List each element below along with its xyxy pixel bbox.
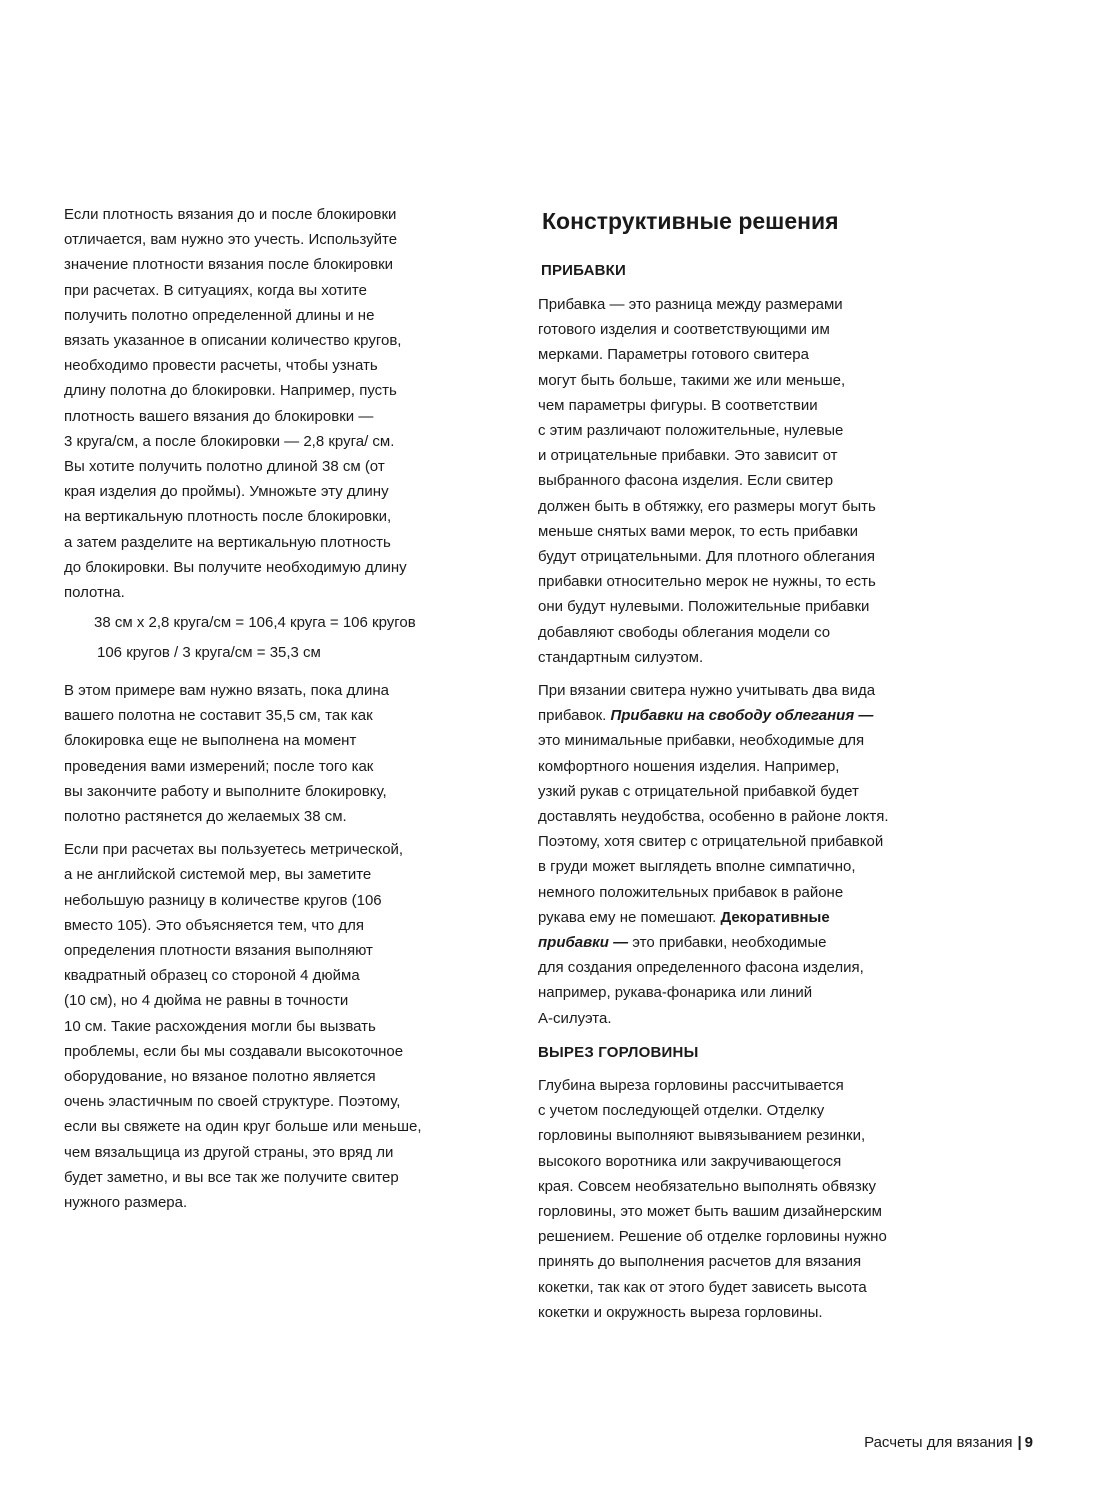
- text-line: проведения вами измерений; после того как: [64, 757, 374, 775]
- text-line: чем вязальщица из другой страны, это вряд ли: [64, 1143, 394, 1161]
- text-line: вместо 105). Это объясняется тем, что для: [64, 916, 365, 934]
- paragraph-blocking-intro: [64, 202, 448, 605]
- text-line: 3 круга/см, а после блокировки — 2,8 круга/ см.: [64, 432, 395, 450]
- text-span: прибавок.: [538, 707, 611, 725]
- text-line: края изделия до проймы). Умножьте эту длину: [64, 483, 389, 501]
- text-line: выбранного фасона изделия. Если свитер: [538, 472, 834, 490]
- text-line: горловины выполняют вывязыванием резинки,: [538, 1127, 866, 1145]
- text-line: в груди может выглядеть вполне симпатично,: [538, 858, 856, 876]
- term-design-ease: Декоративные: [720, 908, 830, 926]
- text-line: прибавки относительно мерок не нужны, то есть: [538, 573, 876, 591]
- text-line: с этим различают положительные, нулевые: [538, 422, 844, 440]
- text-line: При вязании свитера нужно учитывать два вида: [538, 682, 876, 700]
- text-line: оборудование, но вязаное полотно является: [64, 1068, 376, 1086]
- text-line: а затем разделите на вертикальную плотность: [64, 533, 391, 551]
- text-line: например, рукава-фонарика или линий: [538, 984, 813, 1002]
- text-line: длину полотна до блокировки. Например, пусть: [64, 382, 397, 400]
- text-line: для создания определенного фасона изделия,: [538, 959, 864, 977]
- text-span: это прибавки, необходимые: [628, 934, 827, 952]
- text-line: немного положительных прибавок в районе: [538, 883, 844, 901]
- term-design-ease-cont: прибавки —: [538, 934, 629, 952]
- text-line: если вы свяжете на один круг больше или меньше,: [64, 1118, 422, 1136]
- text-line: полотно растянется до желаемых 38 см.: [64, 808, 347, 826]
- text-line: при расчетах. В ситуациях, когда вы хотите: [64, 281, 367, 299]
- text-line: вашего полотна не составит 35,5 см, так как: [64, 707, 373, 725]
- text-line: должен быть в обтяжку, его размеры могут быть: [538, 497, 876, 515]
- text-line: меньше снятых вами мерок, то есть прибавки: [538, 522, 859, 540]
- text-line: определения плотности вязания выполняют: [64, 942, 373, 960]
- left-column: [64, 202, 448, 1212]
- text-line: а не английской системой мер, вы заметите: [64, 866, 372, 884]
- paragraph-neckline: [538, 1073, 916, 1325]
- text-line: они будут нулевыми. Положительные прибавки: [538, 598, 870, 616]
- text-line: блокировка еще не выполнена на момент: [64, 732, 357, 750]
- subheading-ease: ПРИБАВКИ: [541, 262, 626, 279]
- text-line: края. Совсем необязательно выполнять обвязку: [538, 1177, 877, 1195]
- text-line: добавляют свободы облегания модели со: [538, 623, 831, 641]
- text-line: кокетки и окружность выреза горловины.: [538, 1303, 823, 1321]
- text-line: Вы хотите получить полотно длиной 38 см (от: [64, 458, 385, 476]
- right-column: [538, 202, 916, 1333]
- text-line: доставлять неудобства, особенно в районе локтя.: [538, 808, 889, 826]
- text-line: это минимальные прибавки, необходимые для: [538, 732, 865, 750]
- text-line: с учетом последующей отделки. Отделку: [538, 1102, 825, 1120]
- paragraph-ease-definition: [538, 292, 916, 670]
- term-wearing-ease: Прибавки на свободу облегания —: [610, 707, 874, 725]
- text-line: комфортного ношения изделия. Например,: [538, 757, 840, 775]
- text-line: плотность вашего вязания до блокировки —: [64, 407, 374, 425]
- text-line: [538, 930, 916, 955]
- text-line: полотна.: [64, 584, 125, 602]
- text-line: очень эластичным по своей структуре. Поэтому,: [64, 1093, 401, 1111]
- text-line: будут отрицательными. Для плотного облегания: [538, 548, 875, 566]
- text-line: чем параметры фигуры. В соответствии: [538, 396, 818, 414]
- text-line: Если при расчетах вы пользуетесь метрической,: [64, 841, 404, 859]
- text-line: будет заметно, и вы все так же получите свитер: [64, 1168, 399, 1186]
- text-line: [538, 905, 916, 930]
- text-line: горловины, это может быть вашим дизайнерским: [538, 1202, 882, 1220]
- left-lower-block: [64, 678, 448, 1223]
- text-line: до блокировки. Вы получите необходимую длину: [64, 558, 407, 576]
- text-line: (10 см), но 4 дюйма не равны в точности: [64, 992, 349, 1010]
- text-line: небольшую разницу в количестве кругов (106: [64, 891, 382, 909]
- text-line: мерками. Параметры готового свитера: [538, 346, 809, 364]
- text-line: Поэтому, хотя свитер с отрицательной прибавкой: [538, 833, 884, 851]
- text-line: на вертикальную плотность после блокировки,: [64, 508, 392, 526]
- text-line: готового изделия и соответствующими им: [538, 321, 830, 339]
- running-footer-title: Расчеты для вязания: [864, 1434, 1013, 1451]
- text-line: проблемы, если бы мы создавали высокоточное: [64, 1042, 404, 1060]
- equation-divide: 106 кругов / 3 круга/см = 35,3 см: [97, 644, 321, 661]
- paragraph-metric: [64, 837, 448, 1215]
- text-line: Прибавка — это разница между размерами: [538, 296, 843, 313]
- footer-separator: |: [1017, 1434, 1022, 1451]
- text-line: кокетки, так как от этого будет зависеть высота: [538, 1278, 867, 1296]
- text-span: рукава ему не помешают.: [538, 908, 721, 926]
- text-line: получить полотно определенной длины и не: [64, 306, 375, 324]
- paragraph-example: [64, 678, 448, 829]
- page-footer: [864, 1434, 1033, 1451]
- text-line: стандартным силуэтом.: [538, 648, 704, 666]
- paragraph-ease-types: [538, 678, 916, 1031]
- text-line: Глубина выреза горловины рассчитывается: [538, 1076, 844, 1094]
- text-line: Если плотность вязания до и после блокировки: [64, 206, 397, 223]
- text-line: высокого воротника или закручивающегося: [538, 1152, 842, 1170]
- text-line: решением. Решение об отделке горловины нужно: [538, 1228, 887, 1246]
- text-line: могут быть больше, такими же или меньше,: [538, 371, 846, 389]
- text-line: вязать указанное в описании количество кругов,: [64, 332, 402, 350]
- text-line: вы закончите работу и выполните блокировку,: [64, 782, 387, 800]
- text-line: нужного размера.: [64, 1194, 188, 1212]
- subheading-neckline: ВЫРЕЗ ГОРЛОВИНЫ: [538, 1043, 699, 1061]
- equation-multiply: 38 см x 2,8 круга/см = 106,4 круга = 106 кругов: [94, 614, 416, 631]
- text-line: А-силуэта.: [538, 1009, 612, 1027]
- text-line: В этом примере вам нужно вязать, пока длина: [64, 682, 389, 699]
- text-line: значение плотности вязания после блокировки: [64, 256, 394, 274]
- text-line: узкий рукав с отрицательной прибавкой будет: [538, 782, 859, 800]
- text-line: принять до выполнения расчетов для вязания: [538, 1253, 862, 1271]
- text-line: необходимо провести расчеты, чтобы узнать: [64, 357, 378, 375]
- page-number: 9: [1024, 1434, 1033, 1451]
- section-title: Конструктивные решения: [542, 208, 839, 234]
- text-line: 10 см. Такие расхождения могли бы вызвать: [64, 1017, 376, 1035]
- text-line: отличается, вам нужно это учесть. Используйте: [64, 231, 398, 249]
- text-line: [538, 703, 916, 728]
- text-line: и отрицательные прибавки. Это зависит от: [538, 447, 838, 465]
- text-line: квадратный образец со стороной 4 дюйма: [64, 967, 360, 985]
